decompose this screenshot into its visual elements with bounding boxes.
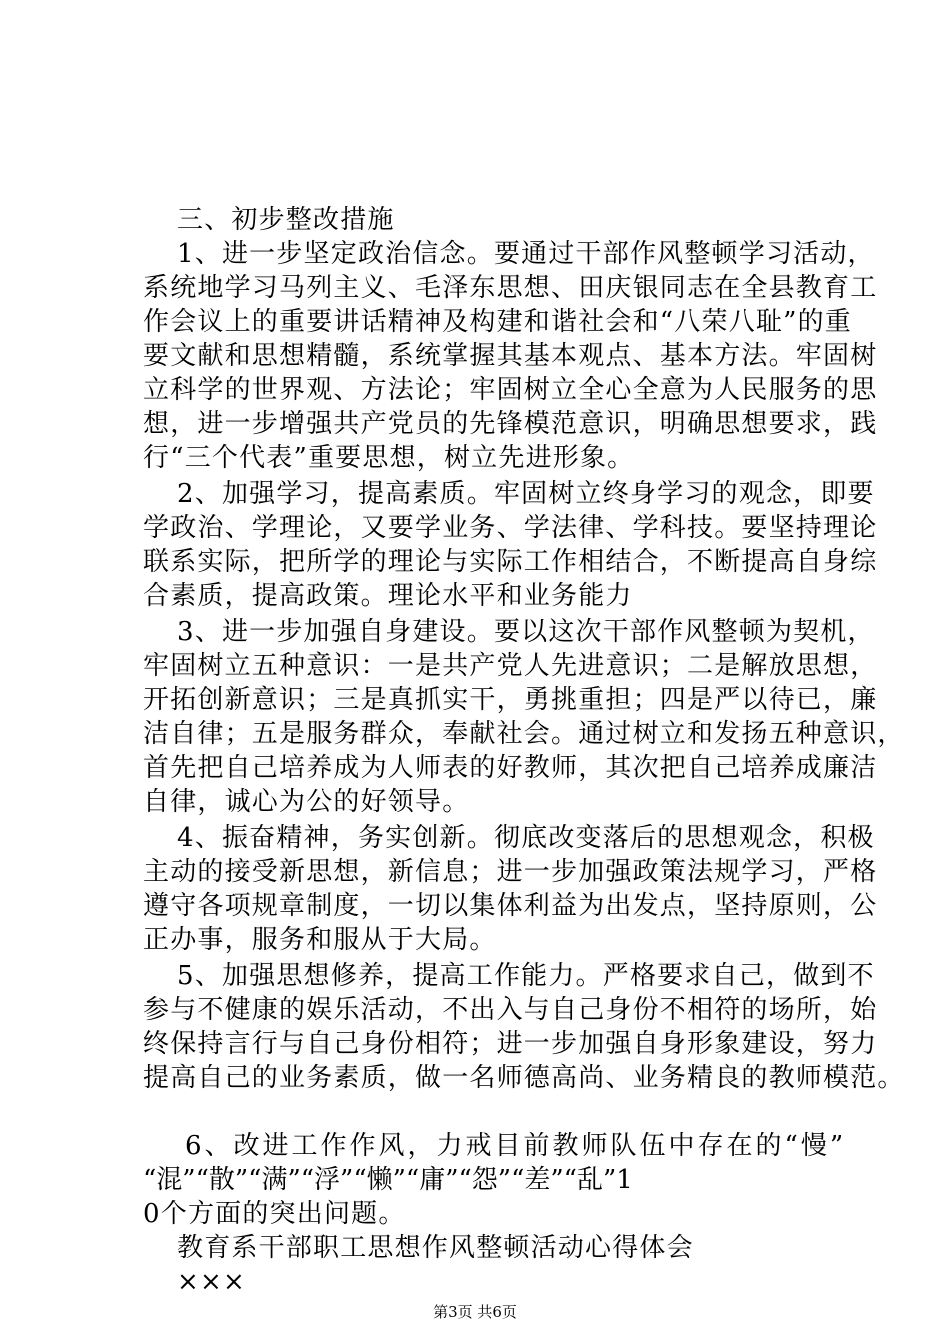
text-line: 系统地学习马列主义、毛泽东思想、田庆银同志在全县教育工	[143, 273, 878, 303]
text-line: 自律，诚心为公的好领导。	[143, 787, 470, 817]
closing-title: 教育系干部职工思想作风整顿活动心得体会	[177, 1233, 694, 1263]
text-line: 联系实际，把所学的理论与实际工作相结合，不断提高自身综	[143, 547, 878, 577]
text-line: 6、改进工作作风，力戒目前教师队伍中存在的“慢”	[185, 1131, 847, 1161]
text-line: 合素质，提高政策。理论水平和业务能力	[143, 581, 633, 611]
text-line: 学政治、学理论，又要学业务、学法律、学科技。要坚持理论	[143, 513, 878, 543]
text-line: 0个方面的突出问题。	[143, 1199, 406, 1229]
text-line: 1、进一步坚定政治信念。要通过干部作风整顿学习活动，	[177, 239, 875, 269]
text-line: 2、加强学习，提高素质。牢固树立终身学习的观念，即要	[177, 479, 875, 509]
text-line: 作会议上的重要讲话精神及构建和谐社会和“八荣八耻”的重	[143, 307, 852, 337]
text-line: 立科学的世界观、方法论；牢固树立全心全意为人民服务的思	[143, 375, 878, 405]
section-heading: 三、初步整改措施	[177, 205, 395, 235]
text-line: 首先把自己培养成为人师表的好教师，其次把自己培养成廉洁	[143, 753, 878, 783]
page-number-footer: 第3页 共6页	[433, 1303, 517, 1321]
text-line: 4、振奋精神，务实创新。彻底改变落后的思想观念，积极	[177, 823, 875, 853]
author-placeholder: ×××	[177, 1267, 246, 1297]
text-line: 牢固树立五种意识：一是共产党人先进意识；二是解放思想，	[143, 651, 878, 681]
text-line: 行“三个代表”重要思想，树立先进形象。	[143, 443, 635, 473]
text-line: “混”“散”“满”“浮”“懒”“庸”“怨”“差”“乱”1	[143, 1165, 633, 1195]
text-line: 提高自己的业务素质，做一名师德高尚、业务精良的教师模范。	[143, 1063, 905, 1093]
text-line: 要文献和思想精髓，系统掌握其基本观点、基本方法。牢固树	[143, 341, 878, 371]
text-line: 开拓创新意识；三是真抓实干，勇挑重担；四是严以待已，廉	[143, 685, 878, 715]
text-line: 洁自律；五是服务群众，奉献社会。通过树立和发扬五种意识，	[143, 719, 905, 749]
text-line: 主动的接受新思想，新信息；进一步加强政策法规学习，严格	[143, 857, 878, 887]
text-line: 想，进一步增强共产党员的先锋模范意识，明确思想要求，践	[143, 409, 878, 439]
text-line: 5、加强思想修养，提高工作能力。严格要求自己，做到不	[177, 961, 875, 991]
text-line: 正办事，服务和服从于大局。	[143, 925, 497, 955]
text-line: 3、进一步加强自身建设。要以这次干部作风整顿为契机，	[177, 617, 875, 647]
text-line: 终保持言行与自己身份相符；进一步加强自身形象建设，努力	[143, 1029, 878, 1059]
text-line: 遵守各项规章制度，一切以集体利益为出发点，坚持原则，公	[143, 891, 878, 921]
text-line: 参与不健康的娱乐活动，不出入与自己身份不相符的场所，始	[143, 995, 878, 1025]
